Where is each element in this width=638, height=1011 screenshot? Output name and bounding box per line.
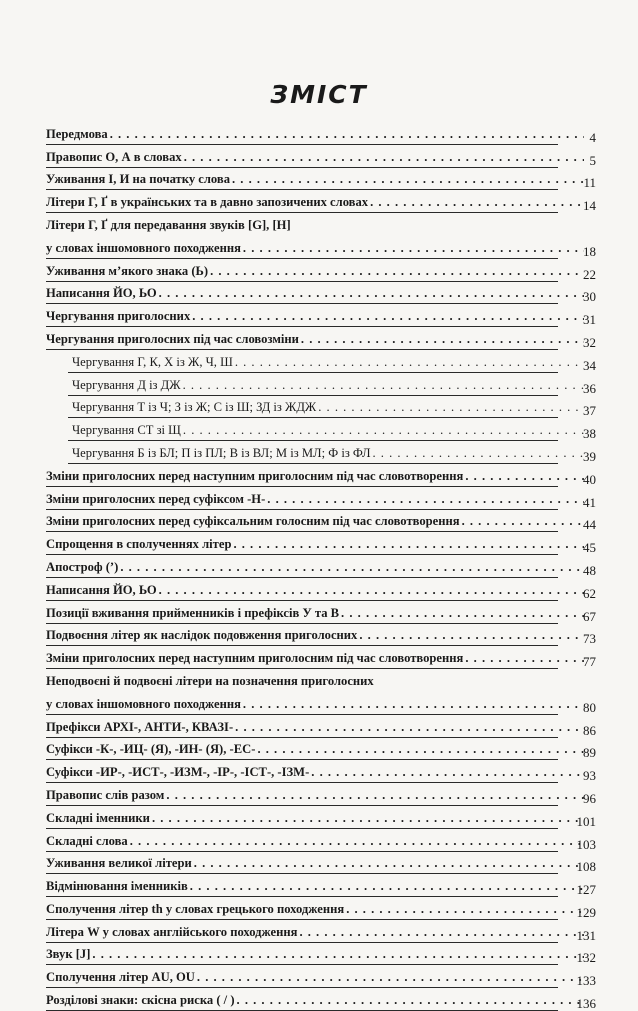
leader-dots <box>120 560 584 578</box>
toc-entry-title: Зміни приголосних перед наступним приголосним під час словотворення <box>46 468 464 483</box>
toc-page-number: 80 <box>583 699 596 715</box>
toc-page-number: 77 <box>583 654 596 670</box>
toc-entry-title: Зміни приголосних перед суфіксальним голосним під час словотворення <box>46 514 460 529</box>
toc-entry[interactable] <box>46 669 596 715</box>
toc-page-number: 62 <box>583 585 596 601</box>
toc-subentry[interactable] <box>46 350 596 373</box>
toc-entry[interactable] <box>46 806 596 829</box>
toc-entry[interactable] <box>46 852 596 875</box>
toc-entry[interactable] <box>46 624 596 647</box>
toc-entry-title: Чергування Д із ДЖ <box>72 377 181 392</box>
toc-entry[interactable] <box>46 646 596 670</box>
leader-dots <box>233 537 584 555</box>
toc-entry-title: Складні іменники <box>46 810 150 825</box>
toc-entry-title: Чергування приголосних під час словозміни <box>46 331 299 346</box>
table-of-contents <box>46 122 596 1011</box>
toc-entry-title: Літера W у словах англійського походження <box>46 924 298 939</box>
leader-dots <box>197 970 584 988</box>
toc-entry-title: Правопис слів разом <box>46 787 165 802</box>
toc-entry[interactable] <box>46 510 596 533</box>
leader-dots <box>301 332 584 350</box>
toc-page-number: 127 <box>576 882 596 898</box>
toc-entry[interactable] <box>46 145 596 168</box>
toc-entry[interactable] <box>46 168 596 191</box>
toc-page-number: 30 <box>583 289 596 305</box>
leader-dots <box>318 400 584 418</box>
toc-entry[interactable] <box>46 965 596 989</box>
toc-entry[interactable] <box>46 213 596 259</box>
toc-entry-title: Літери Г, Ґ для передавання звуків [G], [H] <box>46 217 291 232</box>
toc-entry[interactable] <box>46 532 596 556</box>
toc-page-number: 48 <box>583 562 596 578</box>
leader-dots <box>190 879 584 897</box>
toc-page-number: 39 <box>583 448 596 464</box>
toc-page-number: 32 <box>583 334 596 350</box>
toc-entry-title: Апостроф (’) <box>46 559 119 574</box>
toc-entry-title: Уживання великої літери <box>46 856 192 871</box>
toc-page-number: 86 <box>583 722 596 738</box>
toc-page-number: 14 <box>583 198 596 214</box>
leader-dots <box>243 697 584 711</box>
leader-dots <box>299 925 584 943</box>
toc-page-number: 5 <box>589 152 596 168</box>
toc-entry-title: Чергування СТ зі Щ <box>72 423 181 438</box>
toc-page-number: 38 <box>583 426 596 442</box>
toc-page-number: 37 <box>583 403 596 419</box>
toc-page-number: 108 <box>576 859 596 875</box>
toc-page-number: 22 <box>583 266 596 282</box>
leader-dots <box>237 993 584 1011</box>
toc-page-number: 89 <box>583 745 596 761</box>
toc-entry-title: Відмінювання іменників <box>46 879 188 894</box>
leader-dots <box>152 811 584 829</box>
leader-dots <box>159 286 584 304</box>
toc-entry-title: Написання ЙО, ЬО <box>46 286 157 301</box>
leader-dots <box>166 788 584 806</box>
toc-entry[interactable] <box>46 760 596 784</box>
leader-dots <box>267 492 584 510</box>
leader-dots <box>210 264 584 282</box>
toc-page-number: 129 <box>576 904 596 920</box>
toc-entry-title: Розділові знаки: скісна риска ( / ) <box>46 993 235 1008</box>
toc-page-number: 18 <box>583 243 596 259</box>
toc-entry[interactable] <box>46 578 596 601</box>
leader-dots <box>159 583 584 601</box>
toc-entry-title: Чергування приголосних <box>46 309 191 324</box>
leader-dots <box>359 628 584 646</box>
leader-dots <box>183 423 584 441</box>
toc-subentry[interactable] <box>46 396 596 419</box>
toc-entry-title: Складні слова <box>46 833 128 848</box>
toc-page-number: 45 <box>583 540 596 556</box>
toc-entry[interactable] <box>46 943 596 966</box>
toc-entry[interactable] <box>46 122 596 145</box>
toc-page-number: 31 <box>583 312 596 328</box>
toc-entry-title: Написання ЙО, ЬО <box>46 582 157 597</box>
toc-page-number: 103 <box>576 836 596 852</box>
page-title: ЗМІСТ <box>270 80 368 109</box>
toc-entry-title: Зміни приголосних перед наступним приголосним під час словотворення <box>46 651 464 666</box>
toc-entry-title: Зміни приголосних перед суфіксом -Н- <box>46 491 266 506</box>
toc-page-number: 132 <box>576 950 596 966</box>
toc-entry-title: Уживання м’якого знака (Ь) <box>46 263 209 278</box>
toc-entry[interactable] <box>46 783 596 806</box>
toc-entry[interactable] <box>46 464 596 487</box>
toc-page-number: 40 <box>583 471 596 487</box>
leader-dots <box>372 446 584 464</box>
toc-subentry[interactable] <box>46 418 596 442</box>
toc-entry[interactable] <box>46 487 596 510</box>
toc-entry-title: Позиції вживання прийменників і префіксів У та В <box>46 605 340 620</box>
toc-entry-title: Префікси АРХІ-, АНТИ-, КВАЗІ- <box>46 719 234 734</box>
toc-entry[interactable] <box>46 259 596 282</box>
toc-entry[interactable] <box>46 555 596 578</box>
toc-page-number: 67 <box>583 608 596 624</box>
leader-dots <box>370 195 584 213</box>
leader-dots <box>194 856 584 874</box>
toc-page-number: 11 <box>583 175 596 191</box>
leader-dots <box>110 127 584 145</box>
leader-dots <box>311 765 584 783</box>
toc-page-number: 96 <box>583 790 596 806</box>
toc-entry[interactable] <box>46 829 596 852</box>
toc-page-number: 136 <box>576 996 596 1011</box>
toc-page-number: 36 <box>583 380 596 396</box>
toc-entry[interactable] <box>46 282 596 305</box>
toc-entry-title: Чергування Г, К, Х із Ж, Ч, Ш <box>72 354 233 369</box>
toc-entry-title: Уживання І, И на початку слова <box>46 172 230 187</box>
toc-entry-title: Передмова <box>46 126 108 141</box>
leader-dots <box>192 309 584 327</box>
toc-page-number: 101 <box>576 813 596 829</box>
toc-entry[interactable] <box>46 738 596 761</box>
toc-page-number: 133 <box>576 973 596 989</box>
toc-entry-title: Чергування Б із БЛ; П із ПЛ; В із ВЛ; М із МЛ; Ф із ФЛ <box>72 445 371 460</box>
leader-dots <box>92 947 584 965</box>
toc-entry-title: Суфікси -К-, -ИЦ- (Я), -ИН- (Я), -ЕС- <box>46 742 256 757</box>
leader-dots <box>184 150 584 168</box>
toc-entry-title: Подвоєння літер як наслідок подовження приголосних <box>46 628 358 643</box>
toc-page-number: 131 <box>576 927 596 943</box>
toc-page-number: 4 <box>589 129 596 145</box>
leader-dots <box>341 606 584 624</box>
toc-entry-title: Звук [J] <box>46 947 91 962</box>
toc-page-number: 73 <box>583 631 596 647</box>
leader-dots <box>243 241 584 255</box>
toc-entry-title-cont: у словах іншомовного походження <box>46 240 241 255</box>
toc-entry[interactable] <box>46 327 596 350</box>
toc-subentry[interactable] <box>46 373 596 396</box>
toc-entry[interactable] <box>46 190 596 214</box>
toc-entry-title: Сполучення літер th у словах грецького походження <box>46 901 345 916</box>
toc-entry-title-cont: у словах іншомовного походження <box>46 696 241 711</box>
toc-entry[interactable] <box>46 874 596 898</box>
leader-dots <box>232 172 584 190</box>
toc-entry-title: Правопис О, А в словах <box>46 149 182 164</box>
toc-entry[interactable] <box>46 897 596 920</box>
toc-page-number: 93 <box>583 768 596 784</box>
toc-entry-title: Літери Г, Ґ в українських та в давно запозичених словах <box>46 195 369 210</box>
toc-entry[interactable] <box>46 304 596 328</box>
toc-subentry[interactable] <box>46 441 596 464</box>
toc-entry[interactable] <box>46 920 596 943</box>
toc-page-number: 41 <box>583 494 596 510</box>
toc-entry[interactable] <box>46 601 596 624</box>
toc-entry-title: Сполучення літер AU, OU <box>46 970 195 985</box>
leader-dots <box>346 902 584 920</box>
toc-entry-title: Неподвоєні й подвоєні літери на позначення приголосних <box>46 673 374 688</box>
toc-page-number: 44 <box>583 517 596 533</box>
leader-dots <box>183 378 584 396</box>
leader-dots <box>235 720 584 738</box>
toc-page-number: 34 <box>583 357 596 373</box>
leader-dots <box>130 834 584 852</box>
toc-entry-title: Суфікси -ИР-, -ИСТ-, -ИЗМ-, -ІР-, -ІСТ-, -ІЗМ- <box>46 765 310 780</box>
toc-entry-title: Спрощення в сполученнях літер <box>46 537 232 552</box>
leader-dots <box>235 355 584 373</box>
toc-entry-title: Чергування Т із Ч; З із Ж; С із Ш; ЗД із ЖДЖ <box>72 400 317 415</box>
leader-dots <box>257 742 584 760</box>
toc-entry[interactable] <box>46 715 596 738</box>
